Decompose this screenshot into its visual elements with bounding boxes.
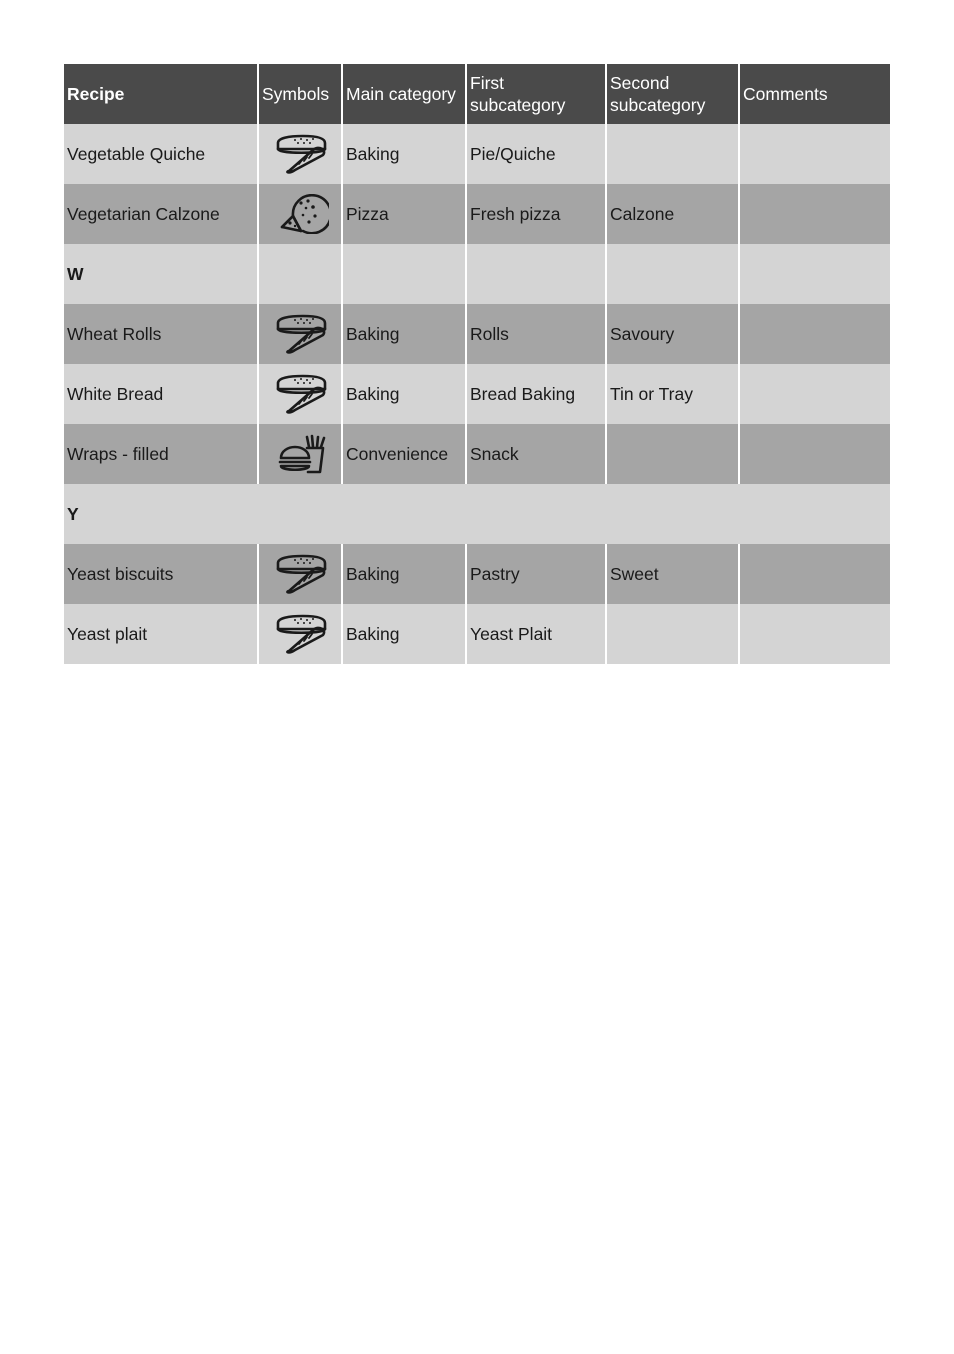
symbol-cell: [258, 604, 342, 664]
convenience-icon: [275, 434, 329, 474]
table-row: [64, 424, 890, 484]
second-subcategory-cell: Sweet: [606, 544, 739, 604]
second-subcategory-cell: [606, 604, 739, 664]
first-subcategory-cell: Rolls: [466, 304, 606, 364]
symbol-cell: [258, 124, 342, 184]
main-category-cell: Pizza: [342, 184, 466, 244]
header-text: subcategory: [470, 95, 566, 115]
comments-cell: [739, 604, 890, 664]
recipe-table: [64, 64, 890, 664]
main-category-cell: Baking: [342, 304, 466, 364]
symbol-cell: [258, 424, 342, 484]
comments-cell: [739, 424, 890, 484]
first-subcategory-cell: Bread Baking: [466, 364, 606, 424]
header-symbols: Symbols: [258, 64, 342, 124]
table-row: [64, 604, 890, 664]
table-row: [64, 124, 890, 184]
baking-icon: [275, 134, 329, 174]
header-main-category: Main category: [342, 64, 466, 124]
comments-cell: [739, 124, 890, 184]
symbol-cell: [258, 184, 342, 244]
symbol-cell: [258, 304, 342, 364]
main-category-cell: Convenience: [342, 424, 466, 484]
header-text: subcategory: [610, 95, 706, 115]
comments-cell: [739, 364, 890, 424]
comments-cell: [739, 544, 890, 604]
baking-icon: [275, 554, 329, 594]
comments-cell: [739, 244, 890, 304]
symbol-cell: [258, 244, 342, 304]
recipe-cell: Yeast biscuits: [64, 544, 258, 604]
first-subcategory-cell: [466, 244, 606, 304]
recipe-cell: White Bread: [64, 364, 258, 424]
recipe-cell: Vegetarian Calzone: [64, 184, 258, 244]
header-text: Second: [610, 73, 670, 93]
comments-cell: [739, 184, 890, 244]
baking-icon: [275, 614, 329, 654]
main-category-cell: Baking: [342, 364, 466, 424]
header-second-subcategory: [606, 64, 739, 124]
second-subcategory-cell: Calzone: [606, 184, 739, 244]
header-row: [64, 64, 890, 124]
second-subcategory-cell: [606, 424, 739, 484]
recipe-cell: Yeast plait: [64, 604, 258, 664]
table-row: [64, 184, 890, 244]
main-category-cell: Baking: [342, 544, 466, 604]
main-category-cell: [342, 244, 466, 304]
pizza-icon: [275, 194, 329, 234]
header-text: First: [470, 73, 505, 93]
section-row: [64, 484, 890, 544]
table-row: [64, 364, 890, 424]
first-subcategory-cell: Pie/Quiche: [466, 124, 606, 184]
baking-icon: [275, 374, 329, 414]
second-subcategory-cell: [606, 124, 739, 184]
second-subcategory-cell: Tin or Tray: [606, 364, 739, 424]
table-row: [64, 544, 890, 604]
header-first-subcategory: [466, 64, 606, 124]
header-recipe: Recipe: [64, 64, 258, 124]
table-row: [64, 244, 890, 304]
section-letter: Y: [64, 484, 890, 544]
first-subcategory-cell: Snack: [466, 424, 606, 484]
symbol-cell: [258, 364, 342, 424]
second-subcategory-cell: Savoury: [606, 304, 739, 364]
recipe-cell: Vegetable Quiche: [64, 124, 258, 184]
second-subcategory-cell: [606, 244, 739, 304]
header-comments: Comments: [739, 64, 890, 124]
first-subcategory-cell: Yeast Plait: [466, 604, 606, 664]
recipe-cell: Wraps - filled: [64, 424, 258, 484]
first-subcategory-cell: Pastry: [466, 544, 606, 604]
symbol-cell: [258, 544, 342, 604]
recipe-cell: W: [64, 244, 258, 304]
main-category-cell: Baking: [342, 604, 466, 664]
first-subcategory-cell: Fresh pizza: [466, 184, 606, 244]
table-row: [64, 304, 890, 364]
baking-icon: [275, 314, 329, 354]
main-category-cell: Baking: [342, 124, 466, 184]
table-body: [64, 124, 890, 664]
comments-cell: [739, 304, 890, 364]
recipe-cell: Wheat Rolls: [64, 304, 258, 364]
